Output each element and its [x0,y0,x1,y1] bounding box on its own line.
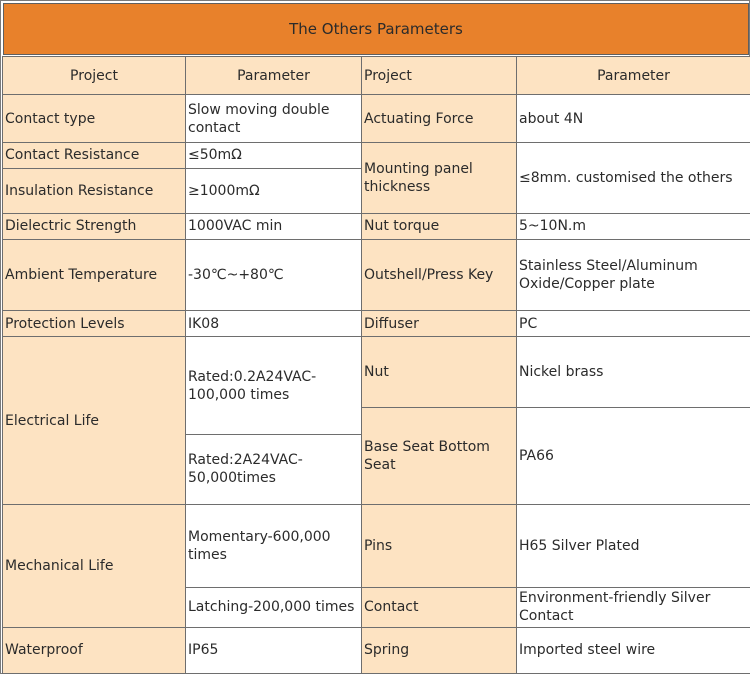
parameters-table [2,56,750,674]
table-row [3,505,750,587]
table-row [3,95,750,143]
diffuser-label: Diffuser [362,311,517,337]
waterproof-label: Waterproof [3,627,186,673]
base-seat-label: Base Seat Bottom Seat [362,407,517,504]
table-row [3,337,750,407]
mounting-panel-value: ≤8mm. customised the others [517,143,750,213]
mounting-panel-label: Mounting panel thickness [362,143,517,213]
table-title-text: The Others Parameters [289,20,463,38]
header-parameter-right: Parameter [517,57,750,95]
protection-levels-value: IK08 [186,311,362,337]
table-row [3,239,750,310]
contact-type-value: Slow moving double contact [186,95,362,143]
waterproof-value: IP65 [186,627,362,673]
contact-value: Environment-friendly Silver Contact [517,587,750,627]
outshell-label: Outshell/Press Key [362,239,517,310]
contact-label: Contact [362,587,517,627]
ambient-temperature-label: Ambient Temperature [3,239,186,310]
header-project-right: Project [362,57,517,95]
pins-value: H65 Silver Plated [517,505,750,587]
mechanical-life-value-1: Momentary-600,000 times [186,505,362,587]
base-seat-value: PA66 [517,407,750,504]
spring-value: Imported steel wire [517,627,750,673]
pins-label: Pins [362,505,517,587]
actuating-force-label: Actuating Force [362,95,517,143]
header-project-left: Project [3,57,186,95]
header-row [3,57,750,95]
contact-resistance-label: Contact Resistance [3,143,186,168]
outshell-value: Stainless Steel/Aluminum Oxide/Copper plate [517,239,750,310]
header-parameter-left: Parameter [186,57,362,95]
nut-torque-label: Nut torque [362,213,517,239]
nut-value: Nickel brass [517,337,750,407]
insulation-resistance-label: Insulation Resistance [3,168,186,213]
insulation-resistance-value: ≥1000mΩ [186,168,362,213]
contact-resistance-value: ≤50mΩ [186,143,362,168]
table-row [3,213,750,239]
electrical-life-value-1: Rated:0.2A24VAC-100,000 times [186,337,362,434]
electrical-life-value-2: Rated:2A24VAC-50,000times [186,434,362,504]
electrical-life-label: Electrical Life [3,337,186,505]
ambient-temperature-value: -30℃~+80℃ [186,239,362,310]
mechanical-life-value-2: Latching-200,000 times [186,587,362,627]
mechanical-life-label: Mechanical Life [3,505,186,628]
table-title [3,3,749,55]
spring-label: Spring [362,627,517,673]
dielectric-strength-label: Dielectric Strength [3,213,186,239]
protection-levels-label: Protection Levels [3,311,186,337]
actuating-force-value: about 4N [517,95,750,143]
nut-label: Nut [362,337,517,407]
dielectric-strength-value: 1000VAC min [186,213,362,239]
table-row [3,627,750,673]
diffuser-value: PC [517,311,750,337]
nut-torque-value: 5~10N.m [517,213,750,239]
table-row [3,311,750,337]
table-row [3,143,750,168]
contact-type-label: Contact type [3,95,186,143]
